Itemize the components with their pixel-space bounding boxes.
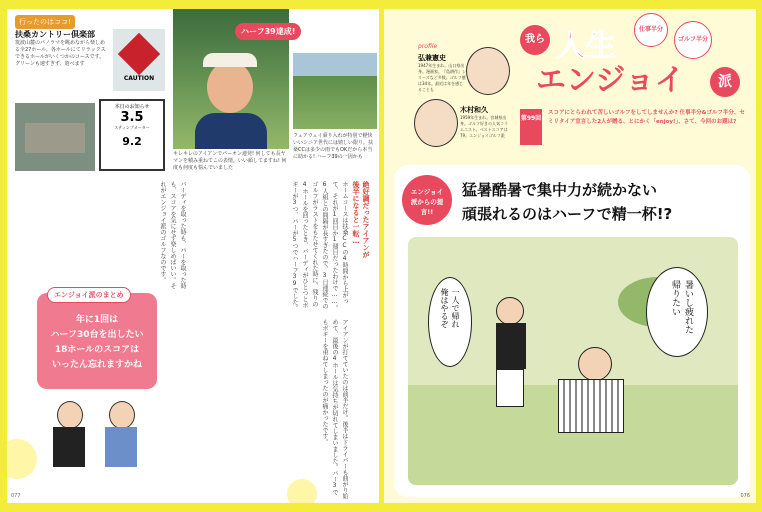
caution-photo [113, 29, 165, 91]
fairway-photo [293, 53, 377, 129]
logo-title-2: エンジョイ [536, 63, 685, 98]
golfer-crouching [558, 347, 638, 467]
course-name: 扶桑カントリー倶楽部 [15, 30, 95, 39]
person1-name: 弘兼憲史 [418, 54, 446, 62]
fairway-caption: フェアウェイ乗り入れが特別で軽快いいシニア世代には嬉しい限り。扶桑CCは多少の雨でもOKだから本当に助かる! ハーフ39の一因かも [293, 133, 374, 160]
decor-dot [7, 439, 37, 479]
logo-title-1: 人生 [556, 29, 616, 64]
body-col1: ホームコースは扶桑CCの4時間から上がって、それが1回目か1週目だったわけで……。6人組との間隔が長すぎたので、3日連続でのゴルフがラストをもたせてくれた時に、残りの4ホールを回ったとき、バーディがひとつとボギーが3つ、パーが5つでハーフ39でした。 [291, 181, 348, 311]
notice-sub: スティンプメーター [114, 125, 150, 130]
course-desc: 筑波山麓のパノラマを眺めながら楽しめる全27ホール。各ホールにてリラックスできるホールがいくつかのコースです。グリーンも速すぎず、遊べます [15, 40, 106, 67]
main-caption: キレキレのアイアンでパーオン連発! 何しても長ヤマンを積み重ねてこの表情。いい顔してますね! 何度も何度も悩んでいました [173, 151, 287, 171]
summary-body: 年に1回は ハーフ30台を出したい 18ホールのスコアは いったん忘れますかね [50, 315, 144, 370]
series-logo [516, 11, 754, 107]
clubhouse-photo [15, 103, 95, 171]
bubble-work: 仕事半分 [634, 13, 668, 47]
half-badge: ハーフ39達成! [235, 23, 301, 40]
summary-title: エンジョイ派のまとめ [47, 287, 131, 303]
bubble-golf: ゴルフ半分 [674, 21, 712, 59]
body-col3: バーディを取った時も、パーを取った時も、スコアを気にせず楽しめばいい。それがエンジョイ派のゴルフなのです。 [159, 181, 186, 289]
avatar [207, 61, 253, 113]
episode-label: 第99回 [520, 109, 542, 145]
cartoon-illustration [408, 237, 738, 485]
person2-desc: 1959年生まれ。宮城県出身。ゴルフ好きの人気コラムニスト。ベストスコアは79。エンジョイゴルフ派 [460, 115, 508, 138]
person2-name: 木村和久 [460, 106, 488, 114]
logo-ha: 派 [710, 67, 740, 97]
person1-avatar [466, 47, 510, 95]
golfer-standing [496, 297, 526, 407]
person1-desc: 1947年生まれ。山口県出身。漫画家。『島耕作』シリーズなど多数。ゴルフ歴は34年。最近は年を感じることも [418, 63, 466, 92]
headline-line-1: 猛暑酷暑で集中力が続かない [462, 181, 658, 199]
right-page [384, 9, 756, 503]
speech-right: 暑いし疲れた 帰りたい [646, 267, 708, 357]
notice-value: 3.5 [120, 110, 144, 125]
notice-date: 9.2 [122, 135, 142, 148]
notice-board [99, 99, 165, 171]
left-page-number: 077 [11, 493, 21, 499]
headline-line-2: 頑張れるのはハーフで精一杯!? [462, 205, 673, 223]
course-info-box [9, 11, 169, 173]
body-col2: アイアンが打てていたのは前半だけ。後半はドライバーも曲がり始めて、最後の4ホールは気持ちが切れてしまいました。パー3でもボギーを重ねてしまったのが痛かったです。 [321, 319, 348, 499]
illustration-golfers [43, 397, 153, 489]
subhead-a: 絶好調だったアイアンが [362, 181, 370, 258]
caution-sign: CAUTION [123, 75, 155, 82]
person2-avatar [414, 99, 458, 147]
teian-badge: エンジョイ派からの提言!! [402, 175, 452, 225]
profile-label: profile [418, 43, 438, 50]
speech-left: 一人で帰れ 俺はやるぞ [428, 277, 472, 367]
summary-box [37, 293, 157, 389]
headline-panel [394, 165, 750, 497]
left-page [7, 9, 379, 503]
notice-title: 本日のお知らせ [114, 104, 150, 110]
subhead-b: 後半になると一転… [352, 181, 360, 245]
logo-ware: 我ら [520, 25, 550, 55]
right-page-number: 076 [740, 493, 750, 499]
visited-tag: 行ったのはココ! [15, 15, 75, 29]
intro-text: スコアにとらわれて苦しいゴルフをしてしませんか? 仕事半分&ゴルフ半分、セミリタイア宣言した2人が贈る、とにかく「enjoy!」、さて、今回のお題は? [548, 110, 745, 125]
